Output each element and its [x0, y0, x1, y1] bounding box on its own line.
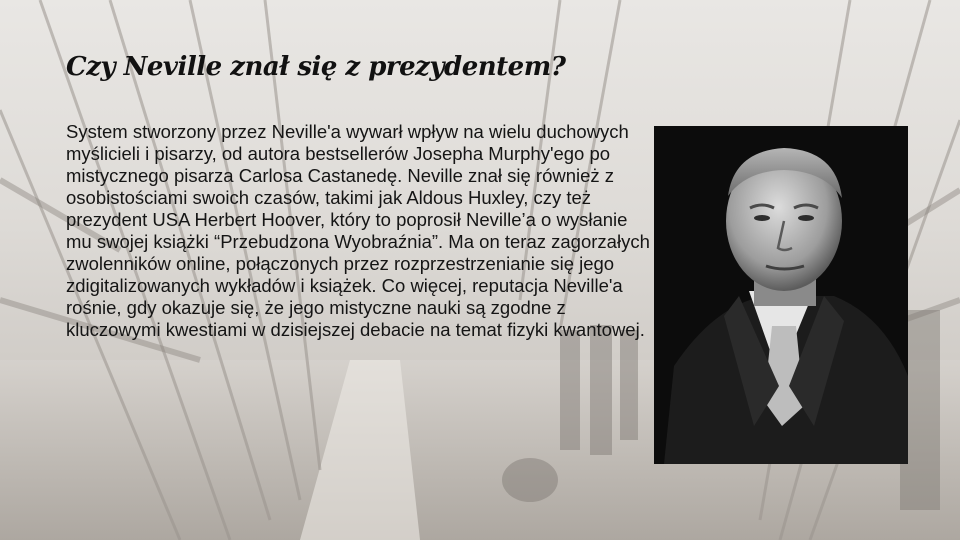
man-portrait-photo-icon: [654, 126, 908, 464]
body-paragraph: System stworzony przez Neville'a wywarł wpływ na wielu duchowych myślicieli i pisarzy, od autora bestsellerów Josepha Murphy'ego po mistycznego pisarza Carlosa Castanedę. Neville znał się również z osobistościami swoich czasów, takimi jak Aldous Huxley, czy też prezydent USA Herbert Hoover, który to poprosił Neville’a o wysłanie mu swojej książki “Przebudzona Wyobraźnia”. Ma on teraz zagorzałych zwolenników online, połączonych przez rozprzestrzenianie się jego zdigitalizowanych wykładów i książek. Co więcej, reputacja Neville'a rośnie, gdy okazuje się, że jego mistyczne nauki są zgodne z kluczowymi kwestiami w dzisiejszej debacie na temat fizyki kwantowej.: [66, 121, 650, 340]
portrait-photo: [654, 126, 908, 464]
slide-title: Czy Neville znał się z prezydentem?: [66, 52, 566, 82]
